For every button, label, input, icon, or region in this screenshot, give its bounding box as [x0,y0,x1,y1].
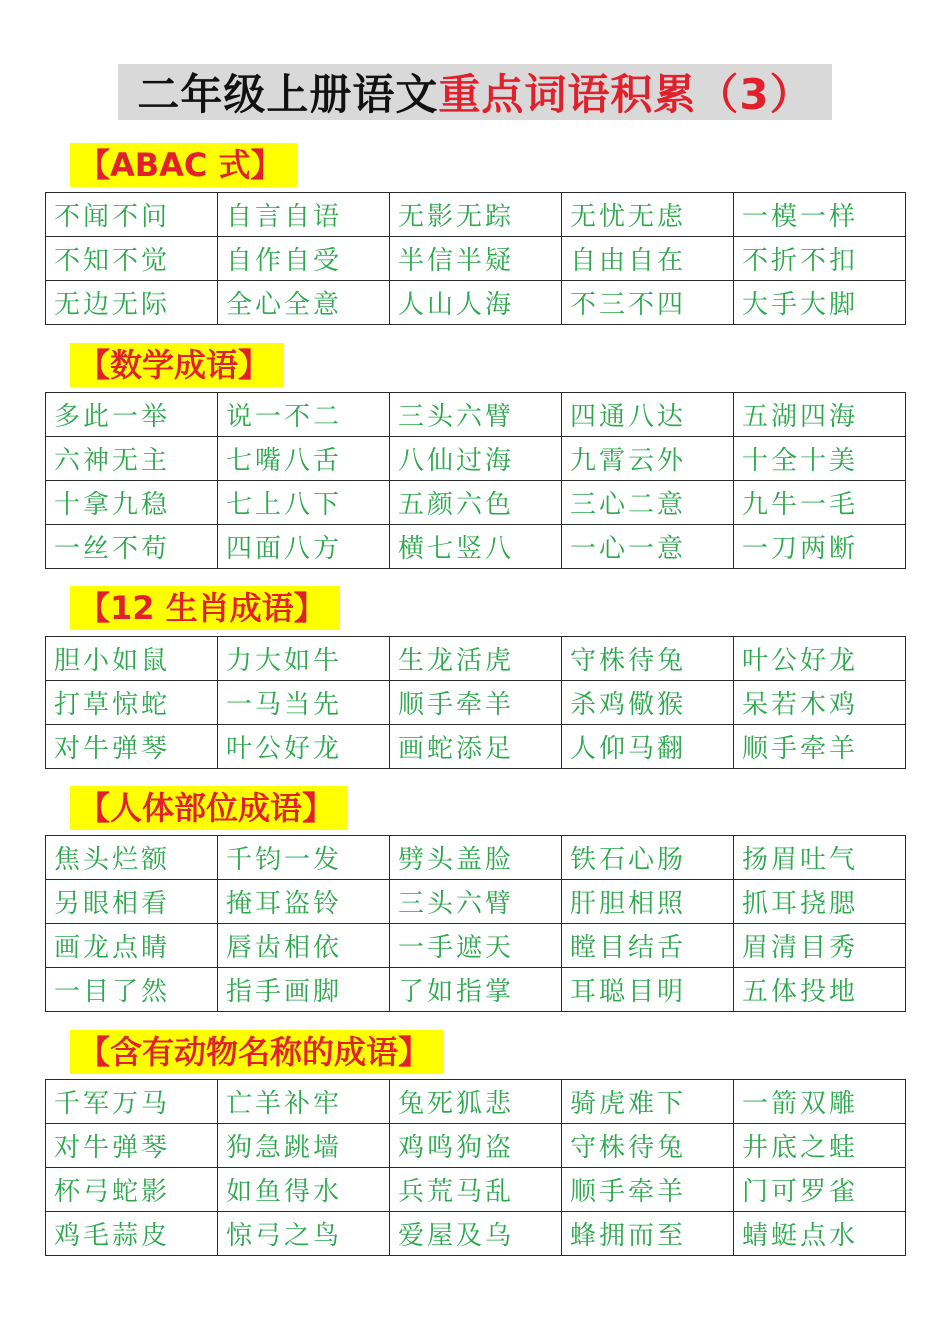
idiom-cell: 五颜六色 [390,481,562,525]
idiom-cell: 守株待兔 [562,1124,734,1168]
table-row [46,281,906,325]
idiom-cell: 顺手牵羊 [390,681,562,725]
idiom-cell: 四通八达 [562,393,734,437]
idiom-cell: 对牛弹琴 [46,725,218,769]
idiom-cell: 叶公好龙 [734,637,906,681]
idiom-cell: 蜂拥而至 [562,1212,734,1256]
table-row [46,393,906,437]
idiom-cell: 十全十美 [734,437,906,481]
idiom-cell: 多此一举 [46,393,218,437]
idiom-cell: 自由自在 [562,237,734,281]
idiom-cell: 十拿九稳 [46,481,218,525]
idiom-cell: 六神无主 [46,437,218,481]
table-row [46,437,906,481]
idiom-cell: 不闻不问 [46,193,218,237]
idiom-cell: 画龙点睛 [46,924,218,968]
idiom-cell: 无边无际 [46,281,218,325]
table-row [46,681,906,725]
idiom-cell: 四面八方 [218,525,390,569]
idiom-cell: 叶公好龙 [218,725,390,769]
section-heading-number: 【数学成语】 [70,343,284,387]
idiom-cell: 瞠目结舌 [562,924,734,968]
idiom-cell: 七上八下 [218,481,390,525]
idiom-cell: 顺手牵羊 [562,1168,734,1212]
idiom-cell: 劈头盖脸 [390,836,562,880]
idiom-cell: 人仰马翻 [562,725,734,769]
idiom-cell: 自言自语 [218,193,390,237]
idiom-cell: 焦头烂额 [46,836,218,880]
idiom-cell: 三心二意 [562,481,734,525]
idiom-cell: 骑虎难下 [562,1080,734,1124]
idiom-cell: 半信半疑 [390,237,562,281]
idiom-cell: 爱屋及乌 [390,1212,562,1256]
table-row [46,880,906,924]
idiom-cell: 三头六臂 [390,880,562,924]
idiom-cell: 顺手牵羊 [734,725,906,769]
idiom-cell: 胆小如鼠 [46,637,218,681]
idiom-cell: 兵荒马乱 [390,1168,562,1212]
idiom-cell: 另眼相看 [46,880,218,924]
idiom-cell: 门可罗雀 [734,1168,906,1212]
idiom-cell: 铁石心肠 [562,836,734,880]
table-row [46,725,906,769]
idiom-cell: 九牛一毛 [734,481,906,525]
table-row [46,481,906,525]
idiom-cell: 一箭双雕 [734,1080,906,1124]
idiom-cell: 唇齿相依 [218,924,390,968]
idiom-cell: 生龙活虎 [390,637,562,681]
idiom-cell: 无影无踪 [390,193,562,237]
section-heading-zodiac: 【12 生肖成语】 [70,586,340,630]
idiom-cell: 了如指掌 [390,968,562,1012]
table-row [46,525,906,569]
word-table-zodiac [45,636,906,769]
idiom-cell: 千军万马 [46,1080,218,1124]
table-row [46,968,906,1012]
idiom-cell: 一马当先 [218,681,390,725]
idiom-cell: 肝胆相照 [562,880,734,924]
section-heading-animal: 【含有动物名称的成语】 [70,1030,444,1074]
idiom-cell: 千钧一发 [218,836,390,880]
idiom-cell: 狗急跳墙 [218,1124,390,1168]
idiom-cell: 九霄云外 [562,437,734,481]
idiom-cell: 杯弓蛇影 [46,1168,218,1212]
title-topic-text: 重点词语积累（3） [438,70,813,119]
title-grade-text: 二年级上册语文 [137,70,439,119]
idiom-cell: 五湖四海 [734,393,906,437]
section-heading-abac: 【ABAC 式】 [70,143,297,187]
idiom-cell: 自作自受 [218,237,390,281]
idiom-cell: 掩耳盗铃 [218,880,390,924]
idiom-cell: 一手遮天 [390,924,562,968]
table-row [46,1080,906,1124]
idiom-cell: 五体投地 [734,968,906,1012]
idiom-cell: 鸡毛蒜皮 [46,1212,218,1256]
idiom-cell: 三头六臂 [390,393,562,437]
idiom-cell: 鸡鸣狗盗 [390,1124,562,1168]
page-title [118,64,832,120]
idiom-cell: 呆若木鸡 [734,681,906,725]
idiom-cell: 打草惊蛇 [46,681,218,725]
word-table-animal [45,1079,906,1256]
idiom-cell: 抓耳挠腮 [734,880,906,924]
section-heading-body: 【人体部位成语】 [70,786,348,830]
idiom-cell: 如鱼得水 [218,1168,390,1212]
idiom-cell: 无忧无虑 [562,193,734,237]
table-row [46,237,906,281]
idiom-cell: 不三不四 [562,281,734,325]
idiom-cell: 亡羊补牢 [218,1080,390,1124]
idiom-cell: 大手大脚 [734,281,906,325]
idiom-cell: 一目了然 [46,968,218,1012]
idiom-cell: 惊弓之鸟 [218,1212,390,1256]
idiom-cell: 杀鸡儆猴 [562,681,734,725]
table-row [46,193,906,237]
idiom-cell: 力大如牛 [218,637,390,681]
idiom-cell: 对牛弹琴 [46,1124,218,1168]
idiom-cell: 一刀两断 [734,525,906,569]
word-table-abac [45,192,906,325]
idiom-cell: 指手画脚 [218,968,390,1012]
idiom-cell: 一丝不苟 [46,525,218,569]
idiom-cell: 全心全意 [218,281,390,325]
table-row [46,1212,906,1256]
idiom-cell: 兔死狐悲 [390,1080,562,1124]
idiom-cell: 八仙过海 [390,437,562,481]
idiom-cell: 不知不觉 [46,237,218,281]
idiom-cell: 七嘴八舌 [218,437,390,481]
table-row [46,637,906,681]
table-row [46,924,906,968]
table-row [46,1168,906,1212]
table-row [46,1124,906,1168]
word-table-number [45,392,906,569]
idiom-cell: 说一不二 [218,393,390,437]
idiom-cell: 一心一意 [562,525,734,569]
idiom-cell: 蜻蜓点水 [734,1212,906,1256]
idiom-cell: 横七竖八 [390,525,562,569]
idiom-cell: 守株待兔 [562,637,734,681]
idiom-cell: 画蛇添足 [390,725,562,769]
idiom-cell: 扬眉吐气 [734,836,906,880]
idiom-cell: 井底之蛙 [734,1124,906,1168]
idiom-cell: 不折不扣 [734,237,906,281]
idiom-cell: 一模一样 [734,193,906,237]
idiom-cell: 人山人海 [390,281,562,325]
idiom-cell: 眉清目秀 [734,924,906,968]
word-table-body [45,835,906,1012]
idiom-cell: 耳聪目明 [562,968,734,1012]
table-row [46,836,906,880]
